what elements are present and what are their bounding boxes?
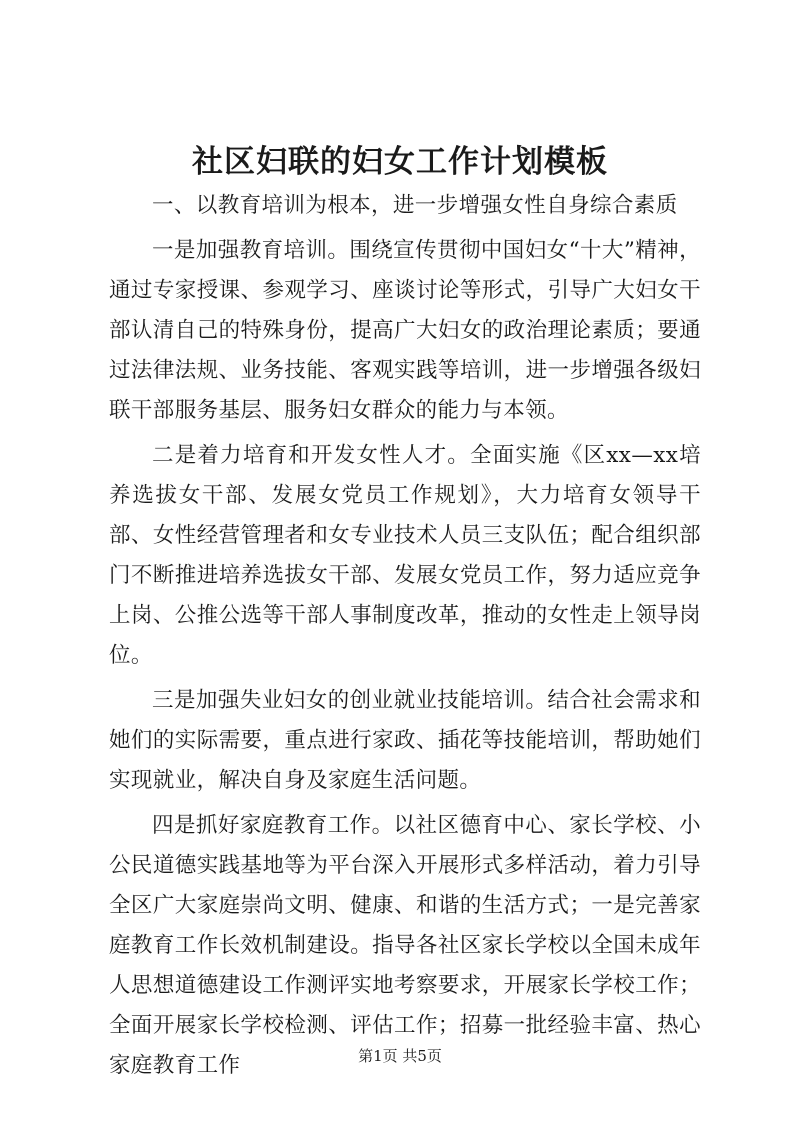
paragraph-family-education: 四是抓好家庭教育工作。以社区德育中心、家长学校、小公民道德实践基地等为平台深入开展形式多样活动，着力引导全区广大家庭崇尚文明、健康、和谐的生活方式；一是完善家庭教育工作长效机制建设。指导各社区家长学校以全国未成年人思想道德建设工作测评实地考察要求，开展家长学校工作；全面开展家长学校检测、评估工作；招募一批经验丰富、热心家庭教育工作 [109,813,701,1078]
document-title: 社区妇联的妇女工作计划模板 [192,144,608,180]
page-number: 第1页 共5页 [358,1047,442,1065]
document-body [109,186,701,1086]
paragraph-unemployed-training: 三是加强失业妇女的创业就业技能培训。结合社会需求和她们的实际需要，重点进行家政、插花等技能培训，帮助她们实现就业，解决自身及家庭生活问题。 [109,688,701,793]
paragraph-education-training: 一是加强教育培训。围绕宣传贯彻中国妇女“十大”精神，通过专家授课、参观学习、座谈讨论等形式，引导广大妇女干部认清自己的特殊身份，提高广大妇女的政治理论素质；要通过法律法规、业务技能、客观实践等培训，进一步增强各级妇联干部服务基层、服务妇女群众的能力与本领。 [109,238,701,423]
section-heading: 一、以教育培训为根本，进一步增强女性自身综合素质 [152,193,678,218]
paragraph-female-talent: 二是着力培育和开发女性人才。全面实施《区xx—xx培养选拔女干部、发展女党员工作规划》，大力培育女领导干部、女性经营管理者和女专业技术人员三支队伍；配合组织部门不断推进培养选拔女干部、发展女党员工作，努力适应竞争上岗、公推公选等干部人事制度改革，推动的女性走上领导岗位。 [109,443,701,668]
